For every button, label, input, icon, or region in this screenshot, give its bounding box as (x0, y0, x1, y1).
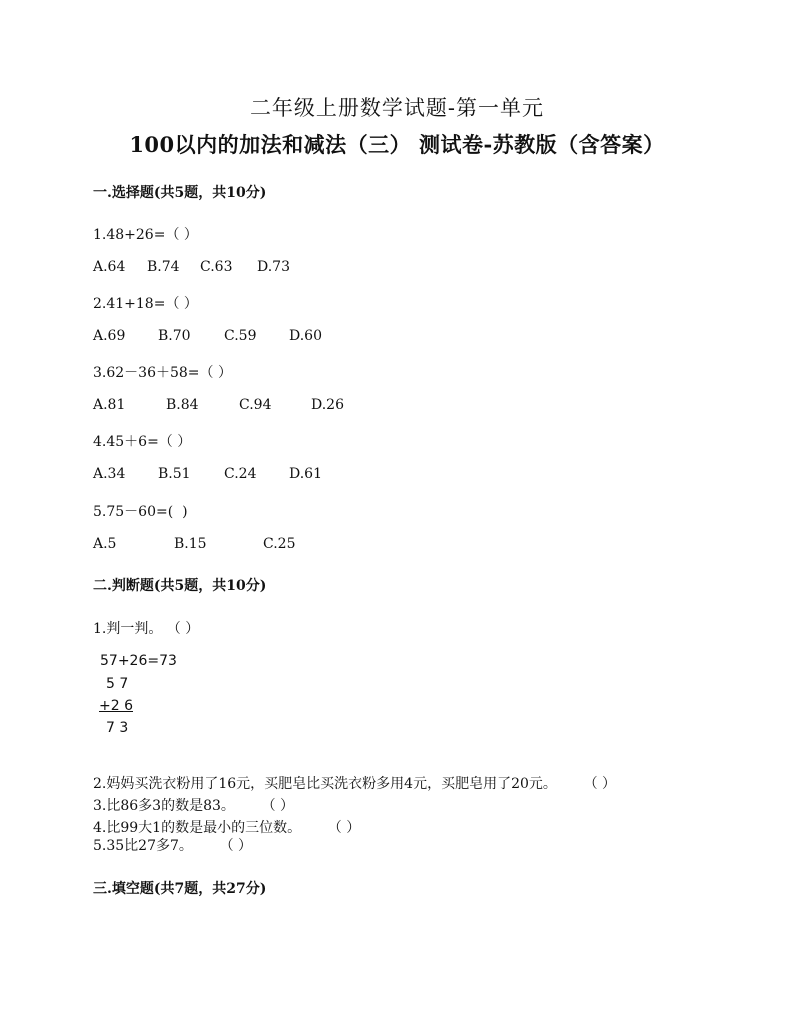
option-b[interactable]: B.70 (158, 328, 191, 344)
question-stem: 4.45＋6=（ ） (93, 434, 192, 450)
option-a[interactable]: A.81 (93, 397, 126, 413)
vertical-result: 7 3 (106, 720, 129, 736)
option-a[interactable]: A.5 (93, 536, 117, 552)
page-subtitle: 100以内的加法和减法（三） 测试卷-苏教版（含答案） (129, 132, 665, 157)
judgement-item: 2.妈妈买洗衣粉用了16元，买肥皂比买洗衣粉多用4元，买肥皂用了20元。 （ ） (93, 776, 617, 792)
option-row (93, 536, 493, 554)
section-heading-choice: 一.选择题(共5题，共10分) (93, 185, 267, 201)
option-a[interactable]: A.64 (93, 259, 126, 275)
judgement-item: 5.35比27多7。 （ ） (93, 838, 253, 854)
judgement-item: 3.比86多3的数是83。 （ ） (93, 798, 295, 814)
option-row (93, 466, 493, 484)
option-d[interactable]: D.26 (311, 397, 344, 413)
option-c[interactable]: C.94 (239, 397, 272, 413)
option-c[interactable]: C.59 (224, 328, 257, 344)
judgement-item: 4.比99大1的数是最小的三位数。 （ ） (93, 820, 361, 836)
section-heading-judgement: 二.判断题(共5题，共10分) (93, 578, 267, 594)
option-b[interactable]: B.15 (174, 536, 207, 552)
option-c[interactable]: C.25 (263, 536, 296, 552)
vertical-addend-row: +2 6 (99, 698, 133, 714)
option-row (93, 397, 493, 415)
option-d[interactable]: D.60 (289, 328, 322, 344)
option-b[interactable]: B.74 (147, 259, 180, 275)
option-b[interactable]: B.51 (158, 466, 191, 482)
option-c[interactable]: C.24 (224, 466, 257, 482)
option-d[interactable]: D.61 (289, 466, 322, 482)
option-c[interactable]: C.63 (200, 259, 233, 275)
option-a[interactable]: A.69 (93, 328, 126, 344)
option-row (93, 328, 493, 346)
option-a[interactable]: A.34 (93, 466, 126, 482)
question-stem: 2.41+18=（ ） (93, 296, 198, 312)
question-stem: 5.75－60=( ) (93, 504, 188, 520)
vertical-top-number: 5 7 (106, 676, 129, 692)
question-stem: 1.48+26=（ ） (93, 227, 198, 243)
option-b[interactable]: B.84 (166, 397, 199, 413)
question-stem: 1.判一判。 （ ） (93, 621, 200, 637)
page-title: 二年级上册数学试题-第一单元 (249, 96, 545, 120)
equation-text: 57+26=73 (100, 653, 177, 669)
option-d[interactable]: D.73 (257, 259, 290, 275)
question-stem: 3.62－36＋58=（ ） (93, 365, 232, 381)
option-row (93, 259, 493, 277)
section-heading-fill: 三.填空题(共7题，共27分) (93, 881, 267, 897)
